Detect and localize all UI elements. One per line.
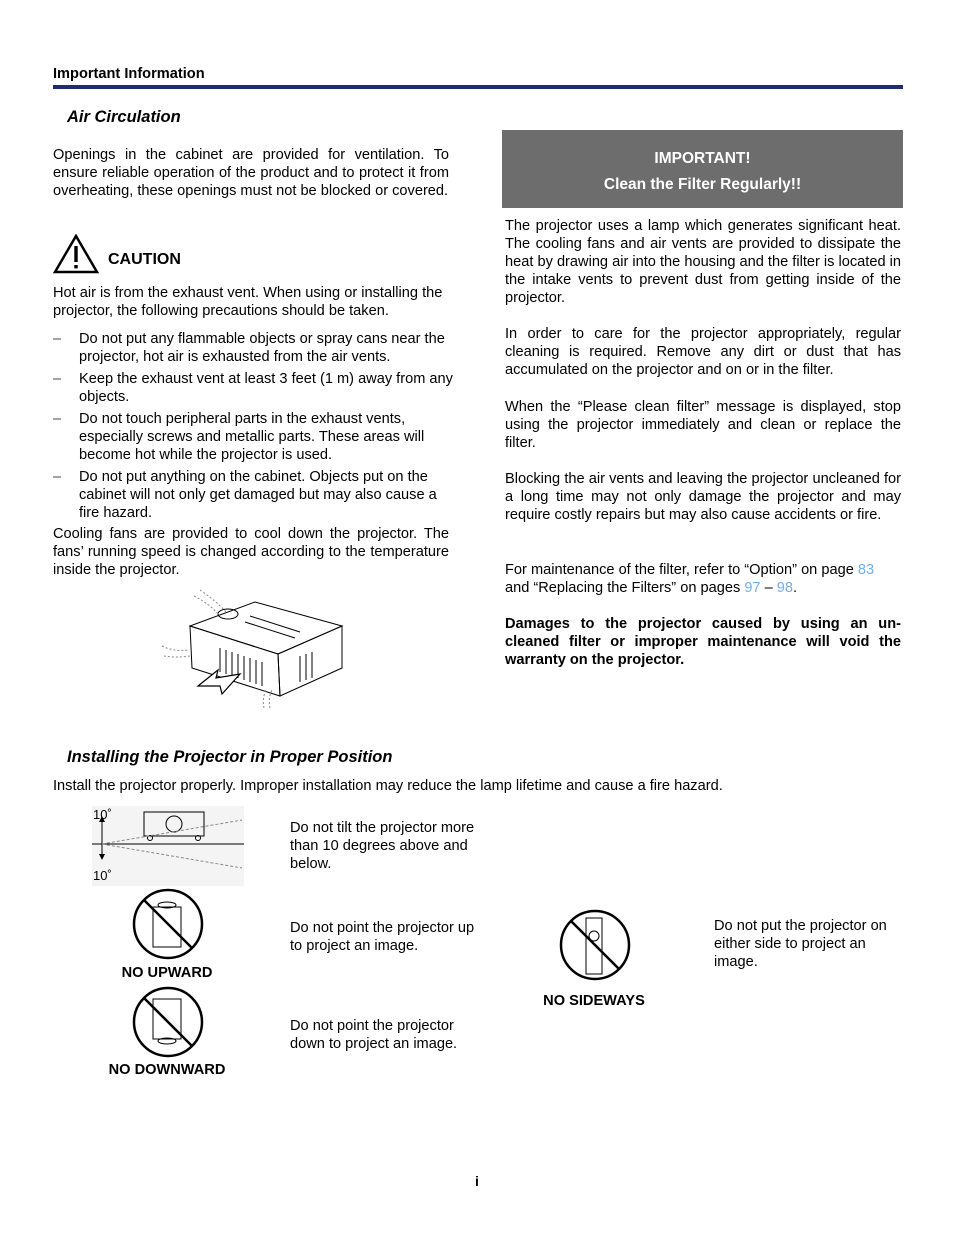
list-item: – Do not put anything on the cabinet. Objects put on the cabinet will not only get damaged but may also cause a fire hazard. xyxy=(53,469,437,521)
no-upward-icon xyxy=(131,887,205,961)
important-paragraph-4: Blocking the air vents and leaving the projector uncleaned for a long time may not only damage the projector and may require costly repairs but may also cause accidents or fire. xyxy=(505,471,901,523)
no-sideways-instruction: Do not put the projector on either side to project an image. xyxy=(714,918,887,970)
air-intro-paragraph: Openings in the cabinet are provided for ventilation. To ensure reliable operation of the product and to protect it from overheating, these openings must not be blocked or covered. xyxy=(53,147,449,199)
page-97-link[interactable]: 97 xyxy=(744,580,761,596)
installing-heading: Installing the Projector in Proper Position xyxy=(67,748,393,766)
no-downward-instruction: Do not point the projector down to project an image. xyxy=(290,1018,458,1052)
no-upward-label: NO UPWARD xyxy=(121,965,213,981)
important-subtitle: Clean the Filter Regularly!! xyxy=(603,176,802,193)
important-paragraph-5: For maintenance of the filter, refer to “Option” on page 83 and “Replacing the Filters” on pages 97 – 98. xyxy=(505,562,875,596)
list-item: – Keep the exhaust vent at least 3 feet (1 m) away from any objects. xyxy=(53,371,453,405)
important-title: IMPORTANT! xyxy=(654,150,751,167)
page-83-link[interactable]: 83 xyxy=(857,562,875,578)
list-item: – Do not put any flammable objects or spray cans near the projector, hot air is exhausted from the air vents. xyxy=(53,331,445,365)
header-rule xyxy=(53,85,903,89)
important-paragraph-3: When the “Please clean filter” message is displayed, stop using the projector immediately and clean or replace the filter. xyxy=(505,399,901,451)
page-header-title: Important Information xyxy=(53,66,205,82)
no-sideways-icon xyxy=(558,908,632,982)
caution-warning-icon xyxy=(53,234,99,274)
tilt-top-degree-label: 10˚ xyxy=(93,807,112,822)
tilt-instruction: Do not tilt the projector more than 10 degrees above and below. xyxy=(290,820,475,872)
page-number: i xyxy=(475,1173,479,1189)
no-downward-label: NO DOWNWARD xyxy=(108,1062,226,1078)
page-98-link[interactable]: 98 xyxy=(776,580,794,596)
tilt-limit-diagram xyxy=(92,806,244,886)
installing-intro: Install the projector properly. Improper installation may reduce the lamp lifetime and cause a fire hazard. xyxy=(53,778,723,794)
projector-airflow-illustration xyxy=(160,586,350,708)
no-sideways-label: NO SIDEWAYS xyxy=(543,993,645,1009)
no-downward-icon xyxy=(131,985,205,1059)
no-upward-instruction: Do not point the projector up to project an image. xyxy=(290,920,475,954)
warranty-warning: Damages to the projector caused by using an un-cleaned filter or improper maintenance will void the warranty on the projector. xyxy=(505,616,901,668)
tilt-bottom-degree-label: 10˚ xyxy=(93,868,112,883)
important-paragraph-1: The projector uses a lamp which generates significant heat. The cooling fans and air vents are provided to dissipate the heat by drawing air into the housing and the filter is located in the intake vents to prevent dust from getting inside of the projector. xyxy=(505,218,901,306)
air-circulation-heading: Air Circulation xyxy=(67,108,181,126)
caution-label: CAUTION xyxy=(108,251,181,268)
fans-paragraph: Cooling fans are provided to cool down the projector. The fans’ running speed is changed according to the temperature inside the projector. xyxy=(53,526,449,578)
caution-text: Hot air is from the exhaust vent. When using or installing the projector, the following precautions should be taken. xyxy=(53,285,443,319)
important-notice-box xyxy=(502,130,903,208)
list-item: – Do not touch peripheral parts in the exhaust vents, especially screws and metallic parts. These areas will become hot while the projector is used. xyxy=(53,411,425,463)
important-paragraph-2: In order to care for the projector appropriately, regular cleaning is required. Remove any dirt or dust that has accumulated on the projector and on or in the filter. xyxy=(505,326,901,378)
caution-bullet-list xyxy=(53,330,453,526)
